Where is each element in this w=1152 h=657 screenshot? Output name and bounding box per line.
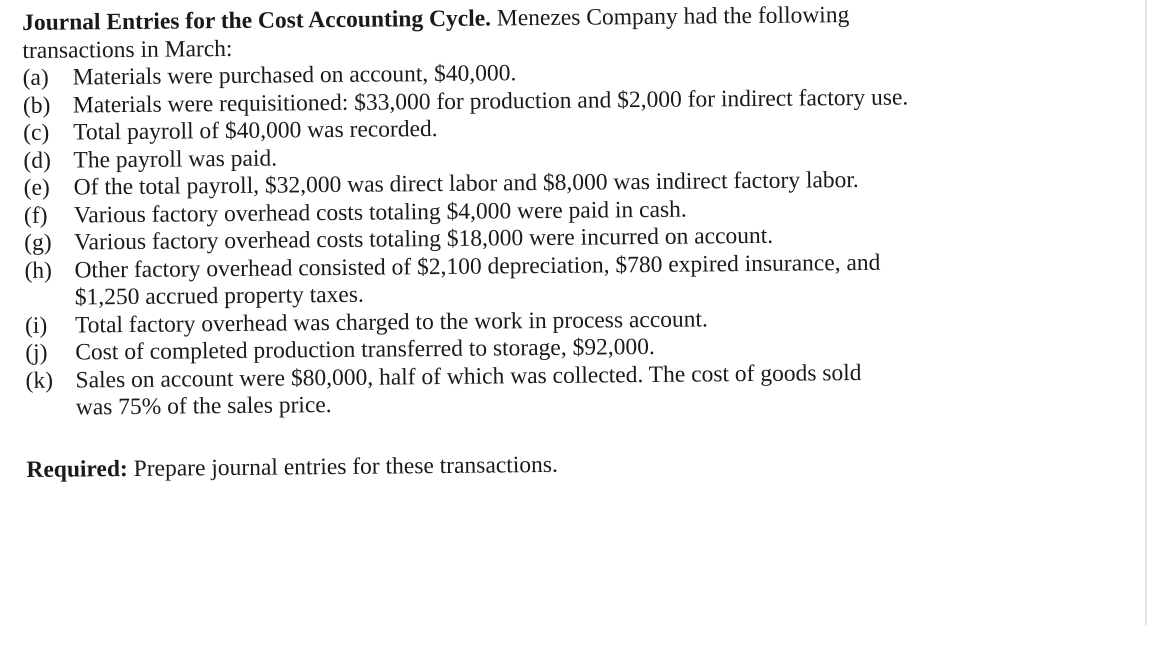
item-text: Various factory overhead costs totaling $4,000 were paid in cash. — [73, 196, 687, 229]
item-label: (c) — [23, 119, 50, 146]
item-text: Materials were purchased on account, $40,000. — [72, 60, 517, 91]
item-text: The payroll was paid. — [73, 145, 278, 174]
item-label: (j) — [25, 339, 48, 366]
item-label: (f) — [23, 202, 48, 229]
required-label: Required: — [26, 455, 128, 483]
item-label: (g) — [24, 229, 52, 256]
item-label: (e) — [23, 174, 50, 201]
item-label: (h) — [24, 257, 53, 284]
item-text-continued: $1,250 accrued property taxes. — [74, 281, 364, 311]
item-text: Sales on account were $80,000, half of which was collected. The cost of goods sold — [75, 359, 862, 394]
item-text-continued: was 75% of the sales price. — [75, 392, 332, 421]
item-text: Total factory overhead was charged to the work in process account. — [74, 305, 708, 339]
item-label: (i) — [24, 312, 48, 339]
item-text: Various factory overhead costs totaling $18,000 were incurred on account. — [74, 222, 774, 256]
item-text: Total payroll of $40,000 was recorded. — [73, 116, 438, 146]
item-text: Materials were requisitioned: $33,000 for production and $2,000 for indirect factory use. — [72, 83, 909, 119]
item-text: Of the total payroll, $32,000 was direct labor and $8,000 was indirect factory labor. — [73, 166, 859, 201]
page-edge-divider — [1145, 0, 1147, 625]
intro-text: Menezes Company had the following — [490, 2, 850, 32]
problem-title: Journal Entries for the Cost Accounting Cycle. — [22, 5, 492, 36]
item-text: Cost of completed production transferred to storage, $92,000. — [75, 333, 655, 366]
required-text: Prepare journal entries for these transactions. — [127, 451, 558, 482]
required-instruction — [26, 446, 1106, 484]
item-label: (d) — [23, 147, 51, 174]
problem-text — [22, 0, 1107, 484]
item-label: (a) — [22, 64, 49, 91]
item-label: (b) — [22, 92, 51, 119]
transaction-list — [23, 55, 1106, 423]
item-label: (k) — [25, 367, 54, 394]
item-text: Other factory overhead consisted of $2,100 depreciation, $780 expired insurance, and — [74, 249, 881, 284]
intro-line-2: transactions in March: — [22, 35, 233, 64]
transaction-item-k — [25, 357, 1105, 422]
